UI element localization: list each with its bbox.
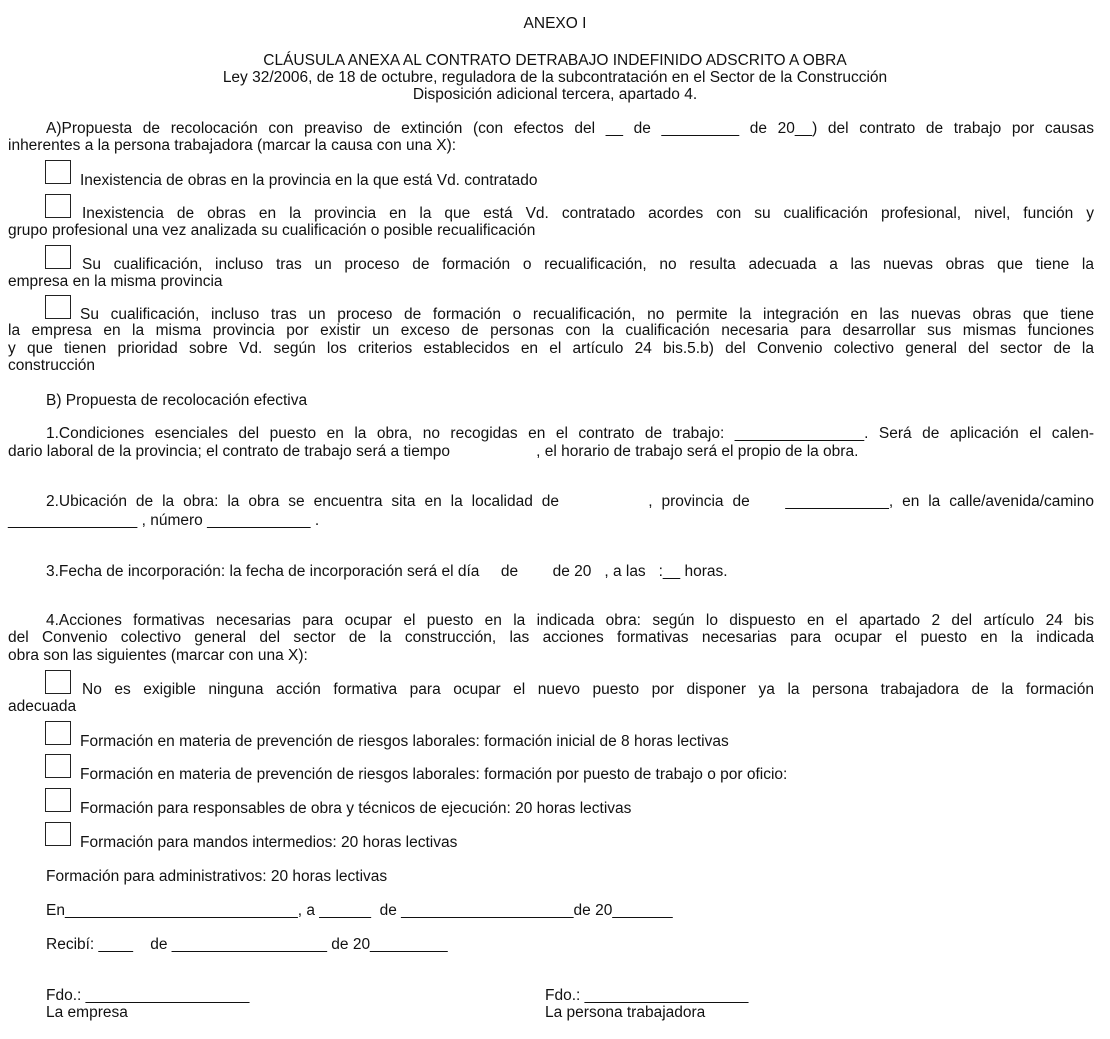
received-line: Recibí: ____ de __________________ de 20_________ (46, 936, 448, 953)
company-signature-label: La empresa (46, 1004, 128, 1021)
item4-line3: obra son las siguientes (marcar con una X): (8, 647, 308, 664)
checkbox-no-suitable-works[interactable] (45, 194, 71, 218)
clause-title: CLÁUSULA ANEXA AL CONTRATO DETRABAJO INDEFINIDO ADSCRITO A OBRA (263, 52, 847, 69)
option-excess-personnel-line4: construcción (8, 357, 96, 374)
option-no-works-text: Inexistencia de obras en la provincia en la que está Vd. contratado (80, 172, 538, 189)
checkbox-prl-trade[interactable] (45, 754, 71, 778)
checkbox-site-managers[interactable] (45, 788, 71, 812)
section-a-intro-line1: A)Propuesta de recolocación con preaviso de extinción (con efectos del __ de _________ de 20__) del contrato de trabajo por causas (46, 120, 1094, 137)
item1-line2: dario laboral de la provincia; el contrato de trabajo será a tiempo , el horario de trabajo será el propio de la obra. (8, 443, 859, 460)
option-qualification-inadequate-line2: empresa en la misma provincia (8, 273, 223, 290)
training-prl-initial: Formación en materia de prevención de riesgos laborales: formación inicial de 8 horas lectivas (80, 733, 729, 750)
section-b-heading: B) Propuesta de recolocación efectiva (46, 392, 308, 409)
training-site-managers: Formación para responsables de obra y técnicos de ejecución: 20 horas lectivas (80, 800, 632, 817)
place-date-line: En___________________________, a ______ de ____________________de 20_______ (46, 902, 673, 919)
checkbox-prl-initial[interactable] (45, 721, 71, 745)
section-a-intro-line2: inherentes a la persona trabajadora (marcar la causa con una X): (8, 137, 457, 154)
item2-line2: _______________ , número ____________ . (8, 512, 320, 529)
company-signature-line: Fdo.: ___________________ (46, 987, 250, 1004)
training-prl-trade: Formación en materia de prevención de riesgos laborales: formación por puesto de trabajo o por oficio: (80, 766, 788, 783)
option-qualification-inadequate-line1: Su cualificación, incluso tras un proceso de formación o recualificación, no resulta adecuada a las nuevas obras que tiene la (82, 256, 1094, 273)
training-administrative: Formación para administrativos: 20 horas lectivas (46, 868, 388, 885)
checkbox-middle-managers[interactable] (45, 822, 71, 846)
training-middle-managers: Formación para mandos intermedios: 20 horas lectivas (80, 834, 458, 851)
option-excess-personnel-line1: Su cualificación, incluso tras un proceso de formación o recualificación, no permite la integración en las nuevas obras que tiene (80, 306, 1094, 323)
worker-signature-line: Fdo.: ___________________ (545, 987, 749, 1004)
checkbox-no-training[interactable] (45, 670, 71, 694)
item2-line1: 2.Ubicación de la obra: la obra se encuentra sita en la localidad de , provincia de ____________, en la calle/avenida/camino (46, 493, 1094, 510)
checkbox-excess-personnel[interactable] (45, 295, 71, 319)
option-excess-personnel-line3: y que tienen prioridad sobre Vd. según los criterios establecidos en el artículo 24 bis.5.b) del Convenio colectivo general del sector de la (8, 340, 1094, 357)
law-reference: Ley 32/2006, de 18 de octubre, reguladora de la subcontratación en el Sector de la Construcción (222, 69, 888, 86)
checkbox-no-works[interactable] (45, 160, 71, 184)
item3-start-date: 3.Fecha de incorporación: la fecha de incorporación será el día de de 20 , a las :__ horas. (46, 563, 728, 580)
item4-line1: 4.Acciones formativas necesarias para ocupar el puesto en la indicada obra: según lo dispuesto en el apartado 2 del artículo 24 bis (46, 612, 1094, 629)
training-no-training-line2: adecuada (8, 698, 77, 715)
worker-signature-label: La persona trabajadora (545, 1004, 706, 1021)
item4-line2: del Convenio colectivo general del sector de la construcción, las acciones formativas necesarias para ocupar el puesto en la indicada (8, 629, 1094, 646)
option-no-suitable-works-line1: Inexistencia de obras en la provincia en la que está Vd. contratado acordes con su cualificación profesional, nivel, función y (82, 205, 1094, 222)
checkbox-qualification-inadequate[interactable] (45, 245, 71, 269)
option-excess-personnel-line2: la empresa en la misma provincia por existir un exceso de personas con la cualificación necesaria para desarrollar sus mismas funciones (8, 322, 1094, 339)
provision-reference: Disposición adicional tercera, apartado 4. (412, 86, 698, 103)
annex-title: ANEXO I (523, 15, 587, 32)
training-no-training-line1: No es exigible ninguna acción formativa para ocupar el nuevo puesto por disponer ya la persona trabajadora de la formación (82, 681, 1094, 698)
option-no-suitable-works-line2: grupo profesional una vez analizada su cualificación o posible recualificación (8, 222, 536, 239)
item1-line1: 1.Condiciones esenciales del puesto en la obra, no recogidas en el contrato de trabajo: _______________. Será de aplicación el calen- (46, 425, 1094, 442)
